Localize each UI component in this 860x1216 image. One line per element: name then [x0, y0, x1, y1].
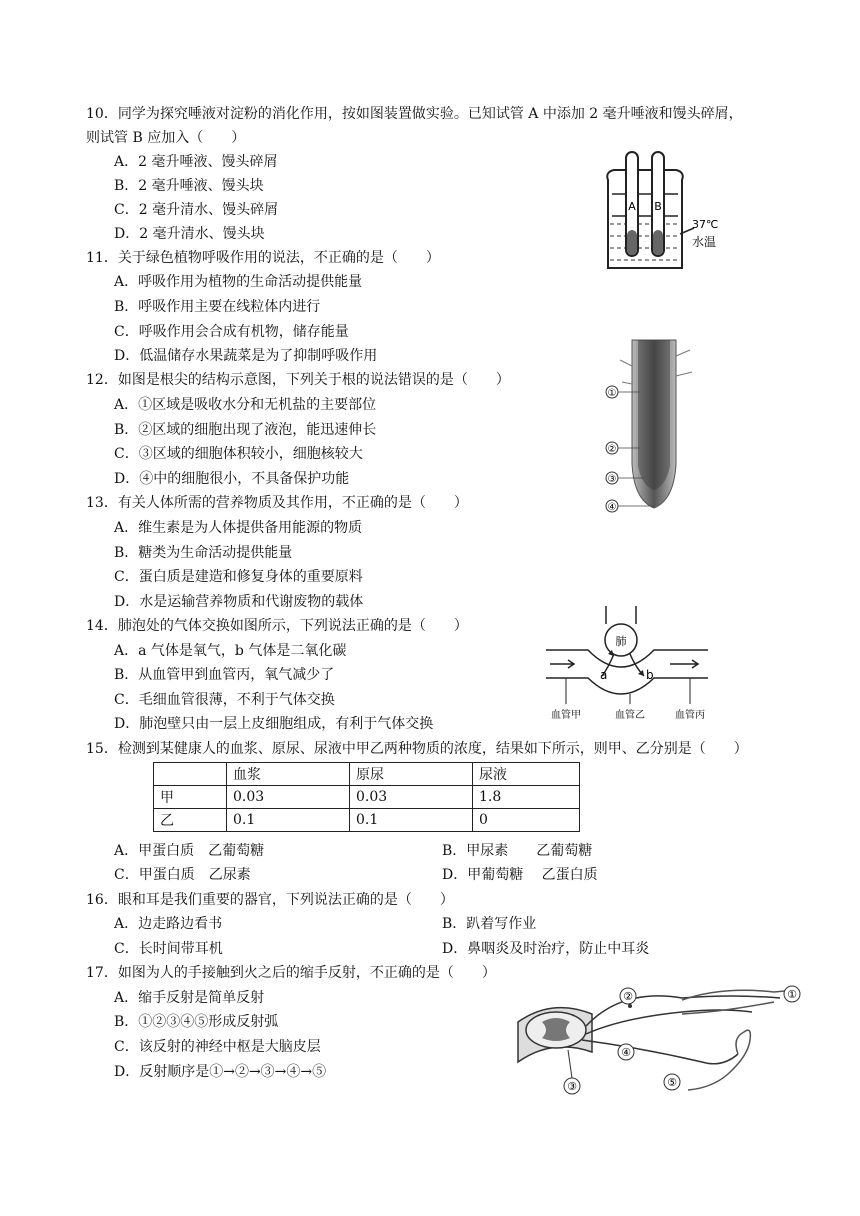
q17-reflex-arc-figure [512, 978, 812, 1104]
q16-stem: 16．眼和耳是我们重要的器官，下列说法正确的是（ ） [86, 892, 454, 908]
reflex-label-1: ① [787, 988, 797, 1001]
table-cell: 甲 [154, 786, 227, 809]
q11-option-b: B．呼吸作用主要在线粒体内进行 [114, 299, 321, 315]
table-cell: 1.8 [473, 786, 580, 809]
table-cell: 0.1 [227, 809, 350, 832]
q13-option-a: A．维生素是为人体提供备用能源的物质 [114, 520, 363, 536]
table-cell: 0 [473, 809, 580, 832]
table-row [154, 809, 580, 832]
q12-option-b: B．②区域的细胞出现了液泡，能迅速伸长 [114, 422, 377, 438]
q16-option-a: A．边走路边看书 [114, 916, 223, 932]
tube-b-label: B [654, 200, 662, 213]
table-header-cell [154, 763, 227, 786]
q16-option-c: C．长时间带耳机 [114, 941, 223, 957]
q14-option-a: A．a 气体是氧气，b 气体是二氧化碳 [114, 643, 347, 659]
reflex-label-3: ③ [567, 1080, 577, 1093]
q12-option-a: A．①区域是吸收水分和无机盐的主要部位 [114, 397, 377, 413]
q17-stem: 17．如图为人的手接触到火之后的缩手反射，不正确的是（ ） [86, 965, 496, 981]
reflex-label-2: ② [623, 990, 633, 1003]
q14-option-b: B．从血管甲到血管丙，氧气减少了 [114, 667, 335, 683]
q10-beaker-figure [600, 148, 720, 278]
q10-stem-line1: 10．同学为探究唾液对淀粉的消化作用，按如图装置做实验。已知试管 A 中添加 2 毫升唾液和馒头碎屑， [86, 106, 743, 122]
q17-option-c: C．该反射的神经中枢是大脑皮层 [114, 1039, 321, 1055]
gas-a-label: a [600, 668, 608, 682]
root-label-3: ③ [607, 474, 617, 485]
vessel-bing-label: 血管丙 [675, 710, 705, 721]
reflex-label-4: ④ [621, 1046, 631, 1059]
q13-option-d: D．水是运输营养物质和代谢废物的载体 [114, 594, 364, 610]
table-row [154, 786, 580, 809]
q10-option-b: B．2 毫升唾液、馒头块 [114, 178, 264, 194]
q17-option-a: A．缩手反射是简单反射 [114, 990, 265, 1006]
tube-a-label: A [628, 200, 636, 213]
q17-option-d: D．反射顺序是①→②→③→④→⑤ [114, 1064, 327, 1080]
vessel-yi-label: 血管乙 [615, 710, 645, 721]
gas-b-label: b [646, 668, 654, 682]
table-header-cell: 尿液 [473, 763, 580, 786]
water-label: 水温 [692, 235, 717, 249]
alveolus-label: 肺 [615, 635, 627, 648]
q11-option-c: C．呼吸作用会合成有机物，储存能量 [114, 324, 349, 340]
root-label-4: ④ [607, 502, 617, 513]
q12-option-d: D．④中的细胞很小，不具备保护功能 [114, 471, 350, 487]
q14-stem: 14．肺泡处的气体交换如图所示，下列说法正确的是（ ） [86, 618, 468, 634]
table-cell: 乙 [154, 809, 227, 832]
q12-option-c: C．③区域的细胞体积较小，细胞核较大 [114, 446, 363, 462]
q12-root-tip-figure [600, 336, 710, 516]
table-header-cell: 血浆 [227, 763, 350, 786]
q10-stem-line2: 则试管 B 应加入（ ） [86, 130, 246, 146]
table-cell: 0.03 [350, 786, 473, 809]
root-label-2: ② [607, 444, 617, 455]
q10-option-d: D．2 毫升清水、馒头块 [114, 226, 265, 242]
q10-option-c: C．2 毫升清水、馒头碎屑 [114, 202, 279, 218]
q15-option-a: A．甲蛋白质 乙葡萄糖 [114, 843, 265, 859]
q11-option-d: D．低温储存水果蔬菜是为了抑制呼吸作用 [114, 348, 378, 364]
q14-alveolus-figure [540, 606, 720, 726]
root-label-1: ① [607, 388, 617, 399]
q15-option-b: B．甲尿素 乙葡萄糖 [442, 843, 593, 859]
table-header-cell: 原尿 [350, 763, 473, 786]
temp-label: 37℃ [692, 218, 719, 231]
q16-option-d: D．鼻咽炎及时治疗，防止中耳炎 [442, 941, 650, 957]
reflex-label-5: ⑤ [667, 1076, 677, 1089]
table-cell: 0.1 [350, 809, 473, 832]
table-cell: 0.03 [227, 786, 350, 809]
q14-option-c: C．毛细血管很薄，不利于气体交换 [114, 692, 335, 708]
q16-option-b: B．趴着写作业 [442, 916, 537, 932]
q15-option-d: D．甲葡萄糖 乙蛋白质 [442, 867, 598, 883]
q15-table [153, 762, 580, 832]
q15-option-c: C．甲蛋白质 乙尿素 [114, 867, 251, 883]
q13-stem: 13．有关人体所需的营养物质及其作用，不正确的是（ ） [86, 495, 468, 511]
q13-option-c: C．蛋白质是建造和修复身体的重要原料 [114, 569, 363, 585]
q13-option-b: B．糖类为生命活动提供能量 [114, 545, 293, 561]
q17-option-b: B．①②③④⑤形成反射弧 [114, 1014, 279, 1030]
q15-stem: 15．检测到某健康人的血浆、原尿、尿液中甲乙两种物质的浓度，结果如下所示，则甲、乙分别是（ ） [86, 741, 748, 757]
q12-stem: 12．如图是根尖的结构示意图，下列关于根的说法错误的是（ ） [86, 372, 510, 388]
q14-option-d: D．肺泡壁只由一层上皮细胞组成，有利于气体交换 [114, 716, 434, 732]
vessel-jia-label: 血管甲 [551, 710, 581, 721]
q11-option-a: A．呼吸作用为植物的生命活动提供能量 [114, 274, 363, 290]
q10-option-a: A．2 毫升唾液、馒头碎屑 [114, 154, 278, 170]
q11-stem: 11．关于绿色植物呼吸作用的说法，不正确的是（ ） [86, 250, 440, 266]
table-header-row [154, 763, 580, 786]
